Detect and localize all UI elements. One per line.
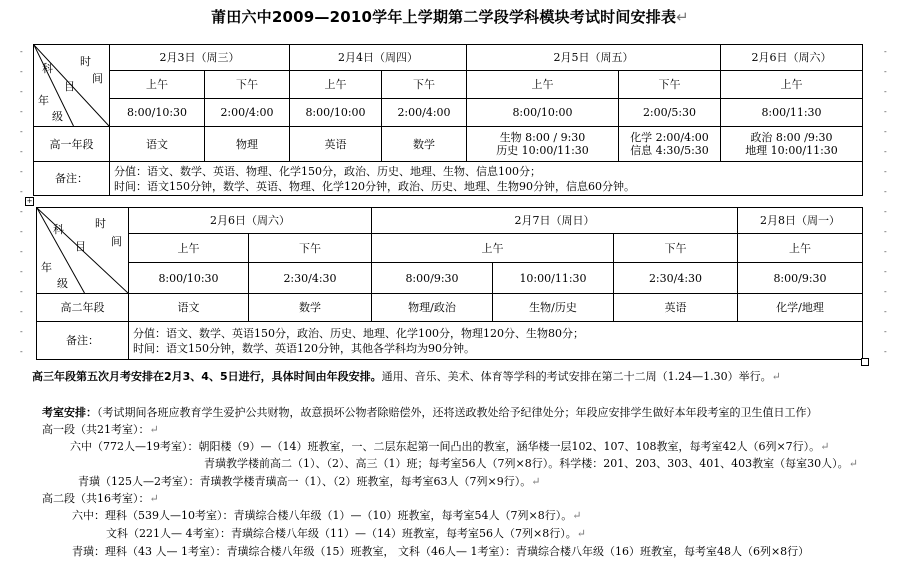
notes-line: 时间：语文150分钟，数学、英语、物理、化学120分钟，政治、历史、地理、生物90分钟，信息60分钟。: [114, 179, 635, 193]
subject-cell-split: [467, 127, 619, 162]
subject-line: 政治 8:00 /9:30: [750, 131, 833, 144]
diag-subject-label-2: 目: [75, 240, 86, 253]
subject-cell: 化学/地理: [738, 294, 863, 322]
diag-time-label: 时: [95, 217, 106, 230]
notes-cell: [110, 162, 863, 196]
subject-cell: 物理: [205, 127, 290, 162]
subject-cell-split: [619, 127, 721, 162]
time-cell: 8:00/9:30: [738, 263, 863, 294]
margin-marks: - - - - - - - - - - - - - - - -: [20, 47, 23, 356]
subject-cell: 物理/政治: [372, 294, 493, 322]
margin-marks-right: - - - - - - - - - - - - - - - -: [884, 47, 887, 356]
time-cell: 2:00/4:00: [382, 99, 467, 127]
subject-cell: 语文: [129, 294, 249, 322]
table-resize-handle-icon[interactable]: [861, 358, 869, 366]
date-header: 2月5日（周五）: [467, 45, 721, 71]
exam-room-bold: 考室安排：: [42, 406, 97, 419]
subject-cell: 英语: [290, 127, 382, 162]
period-cell: 下午: [382, 71, 467, 99]
subject-line: 信息 4:30/5:30: [630, 144, 709, 157]
time-cell: 8:00/10:30: [129, 263, 249, 294]
time-cell: 2:00/4:00: [205, 99, 290, 127]
notes-cell: [129, 322, 863, 360]
diag-time-label-2: 间: [92, 72, 103, 85]
diag-grade-label: 年: [38, 94, 49, 107]
subject-cell: 生物/历史: [493, 294, 614, 322]
time-cell: 2:30/4:30: [249, 263, 372, 294]
date-header: 2月6日（周六）: [129, 208, 372, 234]
diag-grade-label-2: 级: [57, 277, 68, 290]
period-cell: 上午: [372, 234, 614, 263]
time-cell: 8:00/10:00: [290, 99, 382, 127]
diag-grade-label: 年: [41, 261, 52, 274]
subject-cell: 数学: [249, 294, 372, 322]
diag-subject-label-2: 目: [64, 80, 75, 93]
diag-subject-label: 科: [42, 62, 53, 75]
g2-line-b: 文科（221人— 4考室）：青璜综合楼八年级（11）—（14）班教室，每考室56人（7列×8行）。↵: [106, 527, 586, 540]
g1-line-b: 青璜教学楼前高二（1）、（2）、高三（1）班；每考室56人（7列×8行）。科学楼：201、203、303、401、403教室（每室30人）。↵: [204, 457, 858, 470]
time-cell: 8:00/10:30: [110, 99, 205, 127]
notes-label: 备注：: [34, 162, 110, 196]
subject-line: 地理 10:00/11:30: [745, 144, 838, 157]
schedule-table-grade2: [36, 207, 863, 360]
g1-line-a: 六中（772人—19考室）：朝阳楼（9）—（14）班教室，一、二层东起第一间凸出的教室，涵华楼一层102、107、108教室，每考室42人（6列×7行）。↵: [70, 440, 830, 453]
notes-line: 分值：语文、数学、英语150分，政治、历史、地理、化学100分，物理120分、生物80分；: [133, 326, 584, 340]
exam-room-text: （考试期间各班应教育学生爱护公共财物，故意损坏公物者除赔偿外，还将送政教处给予纪律处分；年段应安排学生做好本年段考室的卫生值日工作）: [97, 406, 818, 419]
g2-line-c: 青璜：理科（43 人— 1考室）：青璜综合楼八年级（15）班教室， 文科（46人— 1考室）：青璜综合楼八年级（16）班教室，每考室48人（6列×8行）: [72, 545, 810, 558]
g1-heading: 高一段（共21考室）：↵: [42, 423, 159, 436]
gao3-bold-text: 高三年段第五次月考安排在2月3、4、5日进行，具体时间由年段安排。: [32, 370, 382, 383]
page-title: 莆田六中2009—2010学年上学期第二学段学科模块考试时间安排表↵: [211, 8, 689, 26]
date-header: 2月8日（周一）: [738, 208, 863, 234]
g2-line-a: 六中：理科（539人—10考室）：青璜综合楼八年级（1）—（10）班教室，每考室54人（7列×8行）。↵: [72, 509, 582, 522]
time-cell: 10:00/11:30: [493, 263, 614, 294]
subject-line: 历史 10:00/11:30: [496, 144, 589, 157]
period-cell: 下午: [249, 234, 372, 263]
subject-cell: 数学: [382, 127, 467, 162]
table-move-handle-icon[interactable]: +: [26, 197, 33, 205]
diag-subject-label: 科: [53, 223, 64, 236]
notes-label: 备注：: [37, 322, 129, 360]
g1-line-c: 青璜（125人—2考室）：青璜教学楼青璜高一（1）、（2）班教室，每考室63人（7列×9行）。↵: [78, 475, 541, 488]
diag-time-label-2: 间: [111, 235, 122, 248]
date-header: 2月7日（周日）: [372, 208, 738, 234]
gao3-text: 通用、音乐、美术、体育等学科的考试安排在第二十二周（1.24—1.30）举行。: [381, 370, 772, 383]
period-cell: 下午: [205, 71, 290, 99]
period-cell: 上午: [110, 71, 205, 99]
gao3-paragraph: 高三年段第五次月考安排在2月3、4、5日进行，具体时间由年段安排。通用、音乐、美术、体育等学科的考试安排在第二十二周（1.24—1.30）举行。↵: [32, 370, 781, 383]
diag-grade-label-2: 级: [52, 110, 63, 123]
period-cell: 上午: [129, 234, 249, 263]
grade-label: 高一年段: [34, 127, 110, 162]
time-cell: 8:00/11:30: [721, 99, 863, 127]
grade-label: 高二年段: [37, 294, 129, 322]
period-cell: 下午: [619, 71, 721, 99]
period-cell: 上午: [467, 71, 619, 99]
notes-line: 时间：语文150分钟，数学、英语120分钟，其他各学科均为90分钟。: [133, 341, 475, 355]
period-cell: 上午: [290, 71, 382, 99]
diagonal-header-cell: [37, 208, 129, 294]
schedule-table-grade1: [33, 44, 863, 196]
time-cell: 8:00/9:30: [372, 263, 493, 294]
diagonal-header-cell: [34, 45, 110, 127]
date-header: 2月4日（周四）: [290, 45, 467, 71]
subject-cell: 语文: [110, 127, 205, 162]
subject-cell-split: [721, 127, 863, 162]
subject-line: 生物 8:00 / 9:30: [499, 131, 586, 144]
subject-cell: 英语: [614, 294, 738, 322]
date-header: 2月6日（周六）: [721, 45, 863, 71]
period-cell: 下午: [614, 234, 738, 263]
notes-line: 分值：语文、数学、英语、物理、化学150分，政治、历史、地理、生物、信息100分；: [114, 164, 541, 178]
time-cell: 2:00/5:30: [619, 99, 721, 127]
period-cell: 上午: [738, 234, 863, 263]
exam-room-heading: [42, 404, 818, 420]
g2-heading: 高二段（共16考室）：↵: [42, 492, 159, 505]
diag-time-label: 时: [80, 55, 91, 68]
period-cell: 上午: [721, 71, 863, 99]
date-header: 2月3日（周三）: [110, 45, 290, 71]
time-cell: 2:30/4:30: [614, 263, 738, 294]
subject-line: 化学 2:00/4:00: [630, 131, 709, 144]
time-cell: 8:00/10:00: [467, 99, 619, 127]
